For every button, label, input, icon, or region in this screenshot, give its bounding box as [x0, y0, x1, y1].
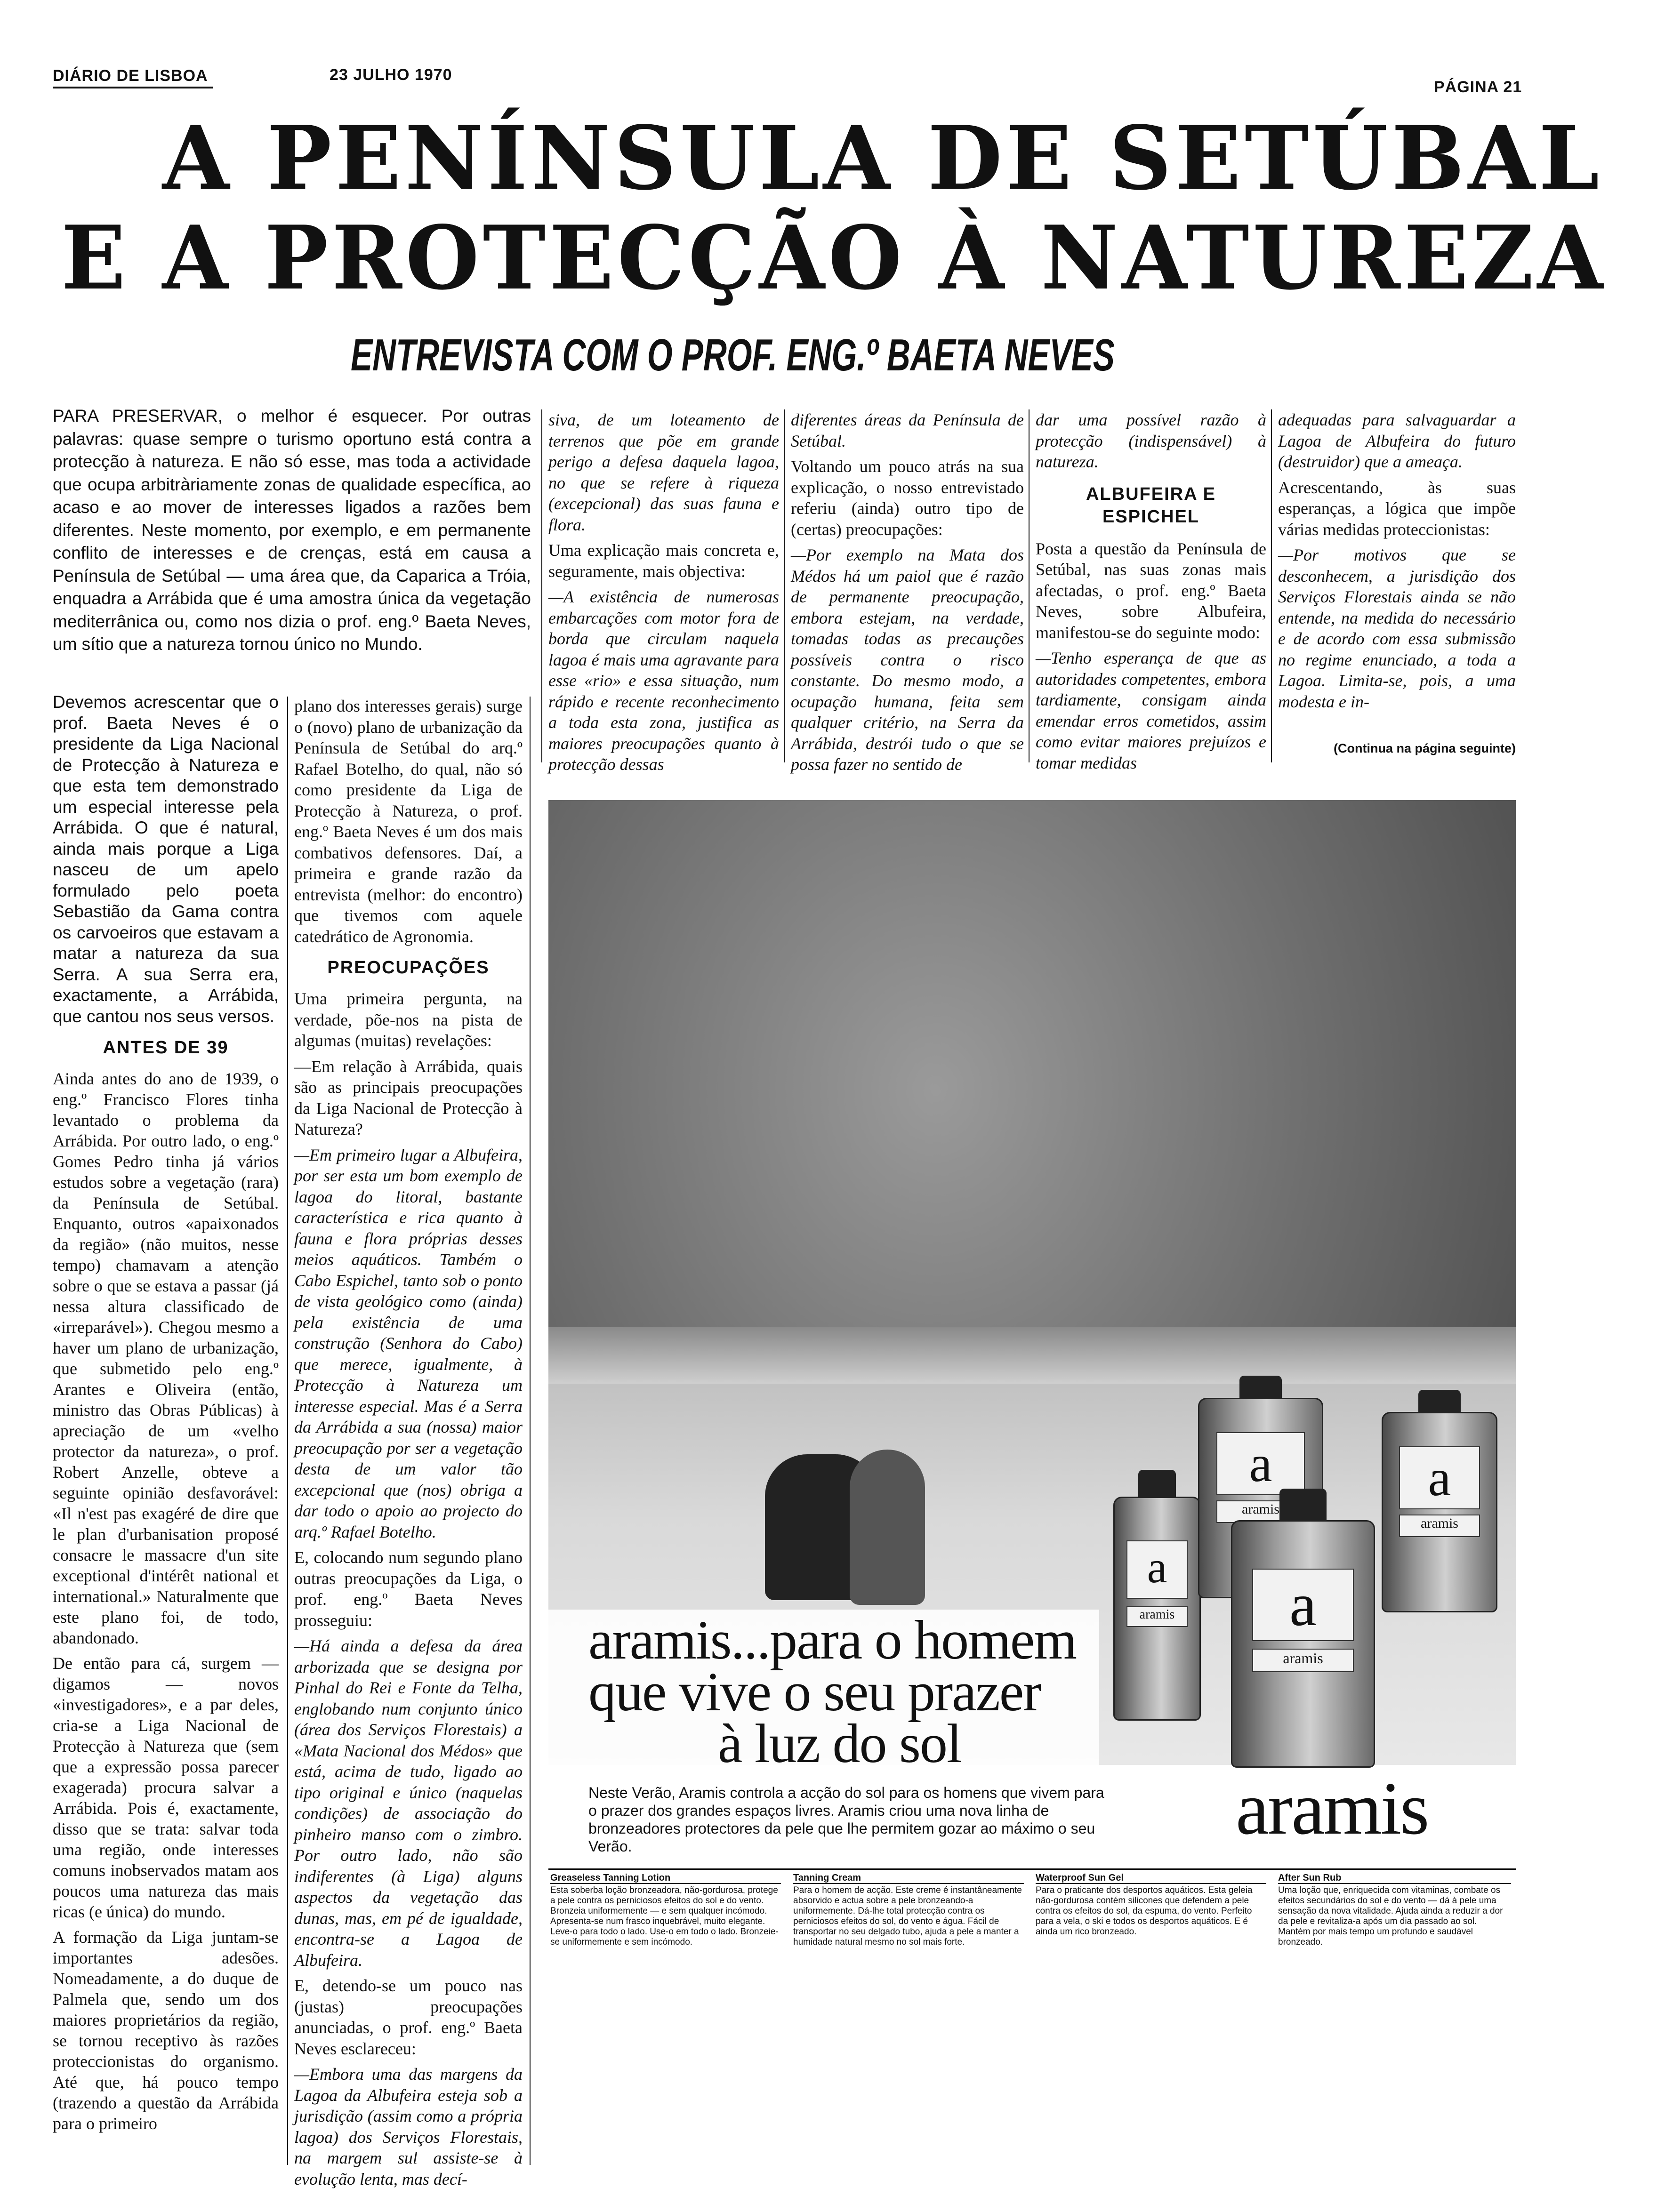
ad-body-copy: Neste Verão, Aramis controla a acção do sol para os homens que vivem para o prazer dos grandes espaços livres. Aramis criou uma nova linha de bronzeadores protectores da pele que lhe permitem gozar ao máximo o seu Verão. — [588, 1784, 1104, 1855]
col2-paragraph: plano dos interesses gerais) surge o (novo) plano de urbanização da Península de Setúbal do arq.º Rafael Botelho, do qual, não só como presidente da Liga de Protecção à Natureza, o prof. eng.º Baeta Neves é um dos mais combativos defensores. Daí, a primeira e grande razão da entrevista (melhor: do encontro) que tivemos com aquele catedrático de Agronomia. — [294, 697, 523, 946]
product-greaseless-tanning-lotion: Greaseless Tanning Lotion Esta soberba loção bronzeadora, não-gordurosa, protege a pele contra os perniciosos efeitos do sol e do vento. Bronzeia uniformemente — e sem qualquer incómodo. Apresenta-se num frasco inquebrável, muito elegante. Leve-o para todo o lado. Use-o em todo o lado. Bronzeie-se uniformemente e sem incómodo. — [550, 1873, 781, 2000]
header-underline — [53, 87, 213, 88]
headline-subtitle: ENTREVISTA COM O PROF. ENG.º BAETA NEVES — [351, 330, 1115, 380]
col1-paragraph: A formação da Liga juntam-se importantes adesões. Nomeadamente, a do duque de Palmela que, sendo um dos maiores proprietários da região, se tornou receptivo às razões proteccionistas do organismo. Até que, há pouco tempo (trazendo a questão da Arrábida para o primeiro — [53, 1928, 279, 2133]
column-rule — [784, 409, 785, 762]
column-rule — [530, 697, 531, 2165]
aramis-advertisement — [548, 800, 1516, 2000]
aramis-bottle: a aramis — [1198, 1398, 1323, 1598]
issue-date: 23 JULHO 1970 — [330, 66, 452, 84]
product-tanning-cream: Tanning Cream Para o homem de acção. Este creme é instantâneamente absorvido e actua sobre a pele bronzeando-a uniformemente. Dá-lhe total protecção contra os perniciosos efeitos do sol, do vento e água. Fácil de transportar no seu delgado tubo, ajuda a pele a manter a humidade natural mesmo no sol mais forte. — [793, 1873, 1024, 2000]
col1-paragraph: De então para cá, surgem — digamos — novos «investigadores», e a par deles, cria-se a Liga Nacional de Protecção à Natureza que (sem que a expressão possa parecer exagerada) procura salvar a Arrábida. Pois é, exactamente, disso que se trata: salvar toda uma região, onde interesses comuns inobservados matam aos poucos uma natureza das mais ricas (e única) do mundo. — [53, 1654, 279, 1921]
article-column-4 — [791, 409, 1024, 774]
col2-paragraph: —Há ainda a defesa da área arborizada que se designa por Pinhal do Rei e Fonte da Telha, englobando num conjunto único (área dos Serviços Florestais) a «Mata Nacional dos Médos» que está, acima de tudo, ligado ao tipo original e único (naquelas condições) de associação do pinheiro manso com o zimbro. Por outro lado, não são indiferentes (à Liga) alguns aspectos da vegetação das dunas, mas, em pé de igualdade, encontra-se a Lagoa de Albufeira. — [294, 1636, 523, 1970]
col5-paragraph: Posta a questão da Península de Setúbal, nas suas zonas mais afectadas, o prof. eng.º Baeta Neves, sobre Albufeira, manifestou-se do seguinte modo: — [1036, 539, 1266, 642]
column-rule — [1271, 409, 1272, 762]
lead-column — [53, 405, 531, 678]
aramis-logo: aramis — [1236, 1766, 1428, 1850]
lead-paragraph: PARA PRESERVAR, o melhor é esquecer. Por outras palavras: quase sempre o turismo oportuno está contra a protecção à natureza. E não só esse, mas toda a actividade que ocupa arbitràriamente zonas de qualidade específica, ao acaso e ao mover de interesses ligados a razões bem diferentes. Neste momento, por exemplo, e em permanente conflito de interesses e de crenças, está em causa a Península de Setúbal — uma área que, da Caparica a Tróia, enquadra a Arrábida que é uma amostra única da vegetação mediterrânica ou, como nos dizia o prof. eng.º Baeta Neves, um sítio que a natureza tornou único no Mundo. — [53, 406, 531, 654]
section-heading-albufeira: ALBUFEIRA E ESPICHEL — [1086, 484, 1216, 527]
col2-paragraph: E, colocando num segundo plano outras preocupações da Liga, o prof. eng.º Baeta Neves prosseguiu: — [294, 1548, 523, 1630]
section-heading-preocupacoes: PREOCUPAÇÕES — [327, 958, 490, 978]
col2-paragraph: —Em relação à Arrábida, quais são as principais preocupações da Liga Nacional de Protecção à Natureza? — [294, 1057, 523, 1138]
newspaper-name: DIÁRIO DE LISBOA — [53, 67, 208, 85]
aramis-bottle: a aramis — [1113, 1497, 1201, 1721]
col3-paragraph: Uma explicação mais concreta e, seguramente, mais objectiva: — [548, 541, 779, 581]
ad-headline-2: que vive o seu prazer — [588, 1661, 1041, 1723]
column-rule — [1029, 409, 1030, 762]
ad-headline-3: à luz do sol — [718, 1713, 961, 1774]
headline-line-2: E A PROTECÇÃO À NATUREZA — [61, 206, 1607, 309]
product-strip — [548, 1868, 1516, 2002]
section-heading-antes-de-39: ANTES DE 39 — [103, 1038, 229, 1058]
product-after-sun-rub: After Sun Rub Uma loção que, enriquecida com vitaminas, combate os efeitos secundários do sol e do vento — dá à pele uma sensação da nova vitalidade. Ajuda ainda a reduzir a dor da pele e revitaliza-a após um dia passado ao sol. Mantém por mais tempo um profundo e saudável bronzeado. — [1278, 1873, 1511, 2000]
col4-paragraph: —Por exemplo na Mata dos Médos há um paiol que é razão de permanente preocupação, embora estejam, na verdade, tomadas todas as precauções possíveis contra o risco constante. Do mesmo modo, a ocupação humana, feita sem qualquer critério, na Serra da Arrábida, destrói tudo o que se possa fazer no sentido de — [791, 545, 1024, 774]
article-column-6 — [1278, 409, 1516, 739]
col6-paragraph: Acrescentando, às suas esperanças, a lógica que impõe várias medidas proteccionistas: — [1278, 478, 1516, 539]
column-rule — [287, 697, 288, 2165]
col1-paragraph: Devemos acrescentar que o prof. Baeta Neves é o presidente da Liga Nacional de Protecção à Natureza e que esta tem demonstrado um especial interesse pela Arrábida. O que é natural, ainda mais porque a Liga nasceu de um apelo formulado pelo poeta Sebastião da Gama contra os carvoeiros que estavam a matar a natureza da sua Serra. A sua Serra era, exactamente, a Arrábida, que cantou nos seus versos. — [53, 692, 279, 1026]
woman-silhouette — [850, 1450, 925, 1605]
page-number: PÁGINA 21 — [1434, 78, 1522, 96]
col2-paragraph: E, detendo-se um pouco nas (justas) preocupações anunciadas, o prof. eng.º Baeta Neves esclareceu: — [294, 1976, 523, 2058]
col3-paragraph: —A existência de numerosas embarcações com motor fora de borda que circulam naquela lagoa é mais uma agravante para esse «rio» e essa situação, num rápido e recente reconhecimento a toda esta zona, justifica as maiores preocupações quanto à protecção dessas — [548, 587, 779, 774]
col6-paragraph: adequadas para salvaguardar a Lagoa de Albufeira do futuro (destruidor) que a ameaça. — [1278, 410, 1516, 471]
col2-paragraph: Uma primeira pergunta, na verdade, põe-nos na pista de algumas (muitas) revelações: — [294, 989, 523, 1050]
col4-paragraph: Voltando um pouco atrás na sua explicação, o nosso entrevistado referiu (ainda) outro tipo de (certas) preocupações: — [791, 457, 1024, 539]
col2-paragraph: —Embora uma das margens da Lagoa da Albufeira esteja sob a jurisdição (assim como a própria lagoa) dos Serviços Florestais, na margem sul assiste-se à evolução lenta, mas decí- — [294, 2065, 523, 2188]
column-rule — [541, 409, 542, 762]
product-waterproof-sun-gel: Waterproof Sun Gel Para o praticante dos desportos aquáticos. Esta geleia não-gordurosa contém silicones que defendem a pele contra os efeitos do sol, da espuma, do vento. Perfeito para a vela, o ski e todos os desportos aquáticos. E é ainda um rico bronzeado. — [1036, 1873, 1266, 2000]
col1-paragraph: Ainda antes do ano de 1939, o eng.º Francisco Flores tinha levantado o problema da Arrábida. Por outro lado, o eng.º Gomes Pedro tinha já vários estudos sobre a vegetação (rara) da Península de Setúbal. Enquanto, outros «apaixonados da região» (não muitos, nesse tempo) chamavam a atenção sobre o que se estava a passar (já nessa altura classificado de «irreparável»). Chegou mesmo a haver um plano de urbanização, que submetido pelo eng.º Arantes e Oliveira (então, ministro das Obras Públicas) à apreciação de um «velho protector da natureza», o prof. Robert Anzelle, obteve a seguinte opinião desfavorável: «Il n'est pas exagéré de dire que le plan d'urbanisation proposé consacre le massacre d'un site exceptional d'intérêt national et international.» Naturalmente que este plano foi, de todo, abandonado. — [53, 1069, 279, 1647]
col3-paragraph: siva, de um loteamento de terrenos que põe em grande perigo a defesa daquela lagoa, no que se refere à riqueza (excepcional) das suas fauna e flora. — [548, 410, 779, 534]
headline-line-1: A PENÍNSULA DE SETÚBAL — [162, 106, 1603, 209]
col4-paragraph: diferentes áreas da Península de Setúbal. — [791, 410, 1024, 450]
article-column-5 — [1036, 409, 1266, 772]
article-column-3 — [548, 409, 779, 774]
aramis-bottle: a aramis — [1382, 1412, 1497, 1612]
surf-line — [548, 1327, 1516, 1384]
col2-paragraph: —Em primeiro lugar a Albufeira, por ser esta um bom exemplo de lagoa do litoral, bastante característica e rica quanto à fauna e flora próprias desses meios aquáticos. Também o Cabo Espichel, tanto sob o ponto de vista geológico como (ainda) pela existência de uma construção (Senhora do Cabo) que merece, igualmente, à Protecção à Natureza um interesse especial. Mas é a Serra da Arrábida a sua (nossa) maior preocupação por ser a vegetação desta de um valor tão excepcional que (nos) obriga a dar todo o apoio ao projecto do arq.º Rafael Botelho. — [294, 1145, 523, 1541]
col5-paragraph: —Tenho esperança de que as autoridades competentes, embora tardiamente, consigam ainda emendar erros cometidos, assim como evitar maiores prejuízos e tomar medidas — [1036, 649, 1266, 772]
continuation-note: (Continua na página seguinte) — [1333, 741, 1516, 755]
col6-paragraph: —Por motivos que se desconhecem, a jurisdição dos Serviços Florestais ainda se não entende, na medida do necessário e de acordo com essa submissão no regime enunciado, a toda a Lagoa. Limita-se, pois, a uma modesta e in- — [1278, 545, 1516, 711]
article-column-1 — [53, 692, 279, 2170]
article-column-2 — [294, 696, 523, 2188]
col5-paragraph: dar uma possível razão à protecção (indispensável) à natureza. — [1036, 410, 1266, 471]
ad-headline-1: aramis...para o homem — [588, 1609, 1077, 1671]
aramis-bottle: a aramis — [1231, 1520, 1375, 1768]
